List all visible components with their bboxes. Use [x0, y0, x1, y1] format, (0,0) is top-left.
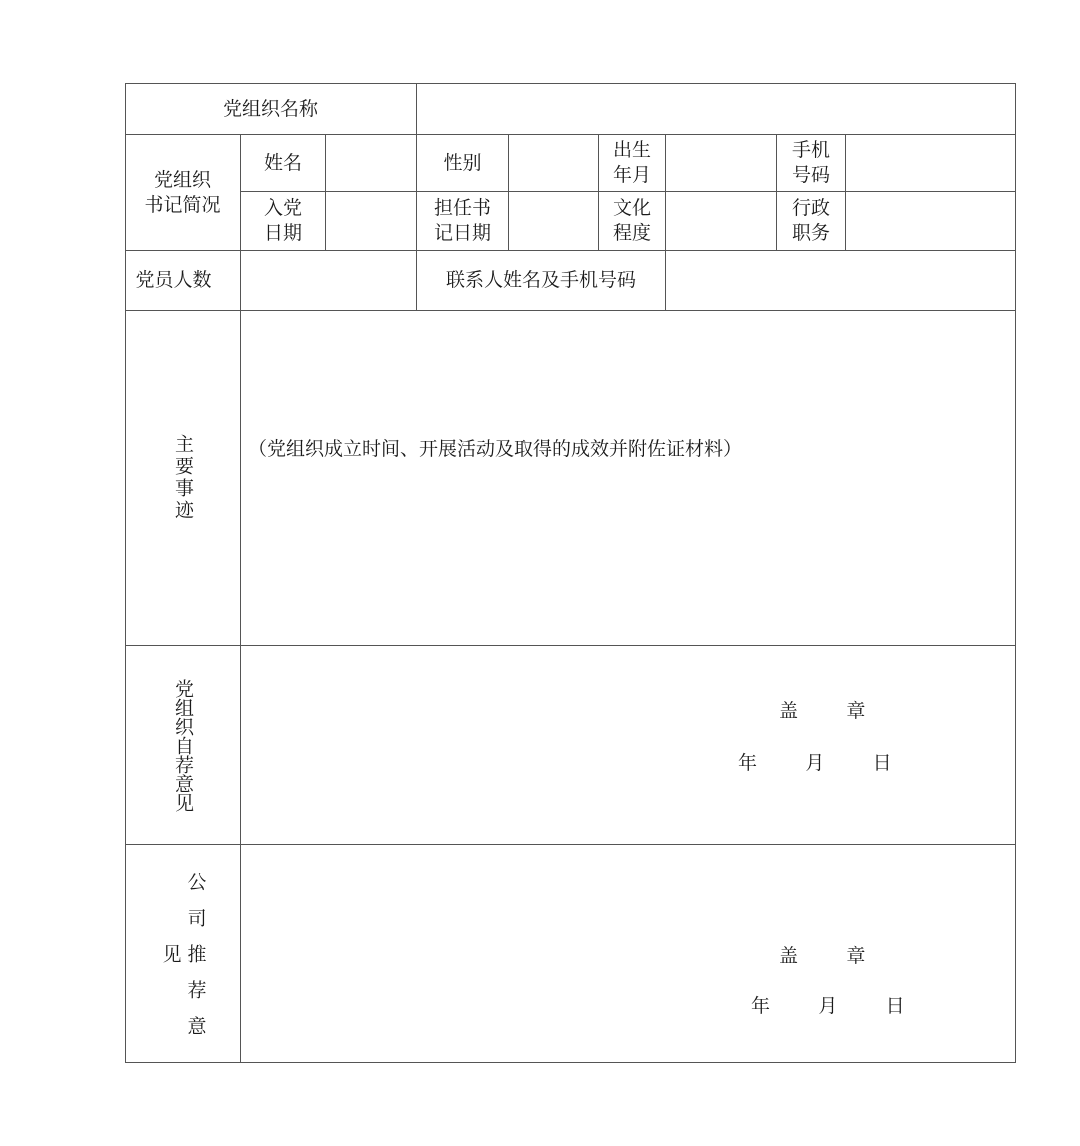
company-rec-label: 公司推荐意见 [159, 872, 207, 1052]
company-rec-date: 年 月 日 [751, 995, 905, 1017]
table-border-right [1015, 83, 1016, 1063]
birth-label: 出生 年月 [612, 139, 651, 186]
name-field[interactable] [326, 135, 416, 191]
birth-field[interactable] [666, 135, 776, 191]
secretary-date-label: 担任书 记日期 [433, 197, 491, 244]
join-date-field[interactable] [326, 192, 416, 250]
name-label: 姓名 [263, 151, 302, 174]
self-rec-field[interactable] [241, 646, 1015, 844]
self-rec-label: 党组织自荐意见 [172, 678, 194, 812]
company-rec-field[interactable] [241, 845, 1015, 1062]
contact-field[interactable] [666, 251, 1015, 310]
admin-post-field[interactable] [846, 192, 1015, 250]
phone-label: 手机 号码 [791, 139, 830, 186]
company-rec-label-cell [125, 845, 240, 1062]
gender-field[interactable] [509, 135, 598, 191]
deeds-label: 主要事迹 [172, 434, 194, 522]
org-name-field[interactable] [417, 84, 1015, 134]
admin-post-label: 行政 职务 [791, 197, 830, 244]
self-rec-label-cell [125, 646, 240, 844]
member-count-label: 党员人数 [135, 269, 212, 291]
education-label: 文化 程度 [612, 197, 651, 244]
self-rec-seal: 盖 章 [779, 700, 866, 722]
deeds-hint: （党组织成立时间、开展活动及取得的成效并附佐证材料） [248, 438, 743, 460]
deeds-label-cell [125, 311, 240, 645]
gender-label: 性别 [443, 151, 482, 174]
secretary-section-label: 党组织 书记简况 [144, 168, 221, 216]
phone-field[interactable] [846, 135, 1015, 191]
education-field[interactable] [666, 192, 776, 250]
join-date-label: 入党 日期 [263, 197, 302, 244]
org-name-label: 党组织名称 [222, 97, 318, 120]
table-border-bottom [125, 1062, 1016, 1063]
self-rec-date: 年 月 日 [738, 752, 892, 774]
deeds-field[interactable] [241, 311, 1015, 645]
secretary-date-field[interactable] [509, 192, 598, 250]
contact-label: 联系人姓名及手机号码 [445, 269, 636, 291]
company-rec-seal: 盖 章 [779, 945, 866, 967]
member-count-field[interactable] [241, 251, 416, 310]
